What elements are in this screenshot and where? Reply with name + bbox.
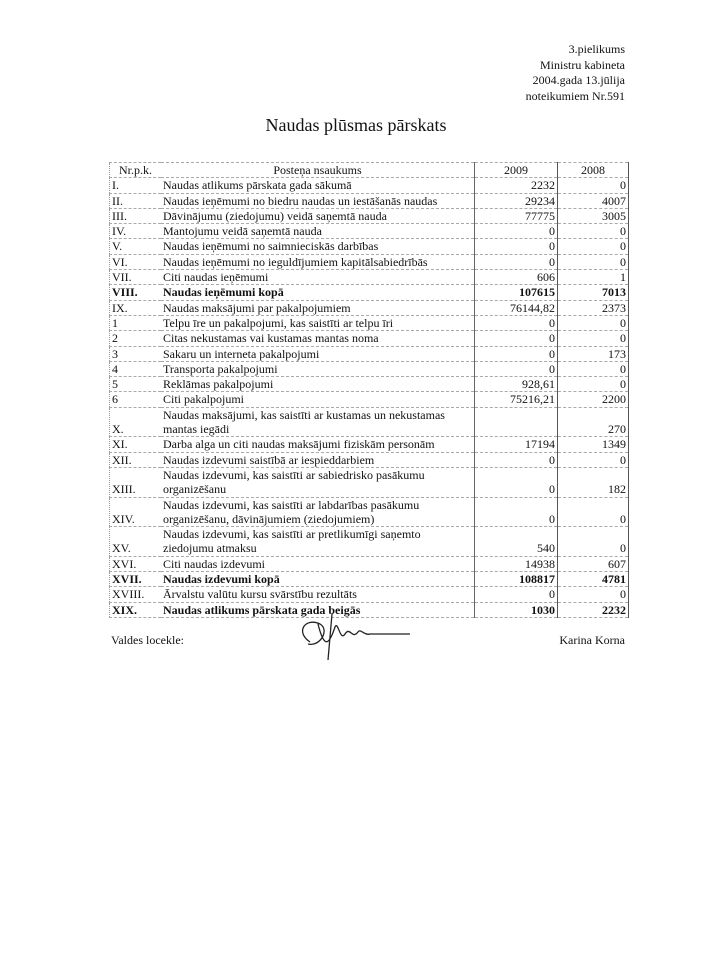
table-row [110,193,629,208]
table-row [110,377,629,392]
row-value-2008: 4007 [558,193,629,208]
row-item-name: Naudas ieņēmumi no saimnieciskās darbības [161,239,475,254]
row-value-2008: 607 [558,556,629,571]
signatory-label: Valdes locekle: [111,633,184,647]
table-row [110,392,629,407]
table-row [110,239,629,254]
row-number: XV. [110,527,162,557]
row-value-2008: 0 [558,239,629,254]
row-item-name: Citi naudas ieņēmumi [161,270,475,285]
row-value-2008: 1 [558,270,629,285]
table-row [110,178,629,193]
row-item-name: Naudas maksājumi, kas saistīti ar kustamas un nekustamas mantas iegādi [161,407,475,437]
row-number: XIX. [110,602,162,617]
row-number: XVIII. [110,587,162,602]
row-number: I. [110,178,162,193]
header-2009: 2009 [475,163,558,178]
table-row [110,208,629,223]
row-value-2008: 3005 [558,208,629,223]
row-value-2009: 0 [475,254,558,269]
row-value-2008: 0 [558,178,629,193]
row-value-2008: 2200 [558,392,629,407]
row-item-name: Naudas ieņēmumi no ieguldījumiem kapitālsabiedrībās [161,254,475,269]
row-number: VII. [110,270,162,285]
row-number: XVII. [110,572,162,587]
row-item-name: Sakaru un interneta pakalpojumi [161,346,475,361]
row-value-2009: 0 [475,346,558,361]
row-value-2008: 0 [558,527,629,557]
row-number: II. [110,193,162,208]
table-row [110,346,629,361]
table-row [110,224,629,239]
row-value-2008: 0 [558,224,629,239]
signature [290,612,420,662]
row-item-name: Naudas izdevumi, kas saistīti ar pretlikumīgi saņemto ziedojumu atmaksu [161,527,475,557]
row-item-name: Naudas ieņēmumi kopā [161,285,475,300]
row-item-name: Naudas izdevumi kopā [161,572,475,587]
table-row [110,572,629,587]
annex-line: 3.pielikums [568,42,625,56]
row-value-2009: 2232 [475,178,558,193]
row-number: III. [110,208,162,223]
row-value-2009: 0 [475,361,558,376]
row-value-2009: 0 [475,331,558,346]
row-value-2008: 173 [558,346,629,361]
row-value-2009: 77775 [475,208,558,223]
annex-line: noteikumiem Nr.591 [525,88,625,103]
table-row [110,285,629,300]
row-number: 6 [110,392,162,407]
row-value-2008: 0 [558,497,629,527]
table-row [110,497,629,527]
table-row [110,587,629,602]
row-value-2009: 540 [475,527,558,557]
row-value-2009: 76144,82 [475,300,558,315]
table-row [110,407,629,437]
row-value-2008: 4781 [558,572,629,587]
row-number: XIII. [110,467,162,497]
row-value-2009: 606 [475,270,558,285]
header-item: Posteņa nsaukums [161,163,475,178]
row-number: XI. [110,437,162,452]
row-value-2009: 17194 [475,437,558,452]
row-item-name: Mantojumu veidā saņemtā nauda [161,224,475,239]
row-item-name: Citi pakalpojumi [161,392,475,407]
row-value-2008: 0 [558,254,629,269]
row-item-name: Naudas atlikums pārskata gada sākumā [161,178,475,193]
row-value-2008: 0 [558,361,629,376]
table-row [110,556,629,571]
row-value-2009: 14938 [475,556,558,571]
row-item-name: Citas nekustamas vai kustamas mantas noma [161,331,475,346]
row-item-name: Telpu īre un pakalpojumi, kas saistīti ar telpu īri [161,315,475,330]
header-2008: 2008 [558,163,629,178]
table-row [110,331,629,346]
row-item-name: Naudas atlikums pārskata gada beigās [161,602,475,617]
row-value-2008: 0 [558,377,629,392]
row-value-2009: 107615 [475,285,558,300]
row-value-2009: 1030 [475,602,558,617]
row-number: 5 [110,377,162,392]
row-value-2008: 0 [558,331,629,346]
row-number: IX. [110,300,162,315]
row-number: X. [110,407,162,437]
row-value-2008: 270 [558,407,629,437]
annex-line: Ministru kabineta [540,57,625,72]
row-number: V. [110,239,162,254]
row-item-name: Darba alga un citi naudas maksājumi fiziskām personām [161,437,475,452]
row-item-name: Naudas izdevumi, kas saistīti ar labdarības pasākumu organizēšanu, dāvinājumiem (ziedojumiem) [161,497,475,527]
row-value-2008: 182 [558,467,629,497]
table-row [110,467,629,497]
row-value-2009: 0 [475,587,558,602]
table-row [110,270,629,285]
table-row [110,437,629,452]
row-value-2009: 928,61 [475,377,558,392]
table-row [110,527,629,557]
annex-reference [526,42,625,104]
row-number: VI. [110,254,162,269]
row-value-2009: 0 [475,497,558,527]
table-row [110,300,629,315]
document-title: Naudas plūsmas pārskats [265,115,447,135]
row-value-2008: 2232 [558,602,629,617]
row-item-name: Citi naudas izdevumi [161,556,475,571]
row-value-2009: 0 [475,224,558,239]
row-item-name: Ārvalstu valūtu kursu svārstību rezultāts [161,587,475,602]
row-value-2008: 0 [558,452,629,467]
row-value-2008: 2373 [558,300,629,315]
row-number: IV. [110,224,162,239]
row-value-2009: 0 [475,239,558,254]
table-row [110,254,629,269]
row-item-name: Transporta pakalpojumi [161,361,475,376]
row-number: XVI. [110,556,162,571]
row-item-name: Naudas izdevumi saistībā ar iespieddarbiem [161,452,475,467]
row-number: 2 [110,331,162,346]
annex-line: 2004.gada 13.jūlija [532,73,625,87]
table-row [110,452,629,467]
row-item-name: Dāvinājumu (ziedojumu) veidā saņemtā nauda [161,208,475,223]
row-value-2009: 75216,21 [475,392,558,407]
row-number: VIII. [110,285,162,300]
row-number: 4 [110,361,162,376]
row-number: 3 [110,346,162,361]
row-number: XII. [110,452,162,467]
signatory-name: Karina Korna [559,633,625,647]
row-item-name: Reklāmas pakalpojumi [161,377,475,392]
row-item-name: Naudas ieņēmumi no biedru naudas un iestāšanās naudas [161,193,475,208]
row-value-2009 [475,407,558,437]
row-value-2008: 1349 [558,437,629,452]
row-value-2009: 0 [475,452,558,467]
row-value-2009: 108817 [475,572,558,587]
row-value-2008: 0 [558,587,629,602]
row-value-2009: 29234 [475,193,558,208]
row-number: XIV. [110,497,162,527]
row-number: 1 [110,315,162,330]
row-item-name: Naudas maksājumi par pakalpojumiem [161,300,475,315]
table-row [110,315,629,330]
header-number: Nr.p.k. [110,163,162,178]
row-value-2009: 0 [475,467,558,497]
table-header-row [110,163,629,178]
row-value-2008: 0 [558,315,629,330]
table-row [110,361,629,376]
cash-flow-table [109,162,629,618]
row-value-2008: 7013 [558,285,629,300]
row-value-2009: 0 [475,315,558,330]
row-item-name: Naudas izdevumi, kas saistīti ar sabiedrisko pasākumu organizēšanu [161,467,475,497]
